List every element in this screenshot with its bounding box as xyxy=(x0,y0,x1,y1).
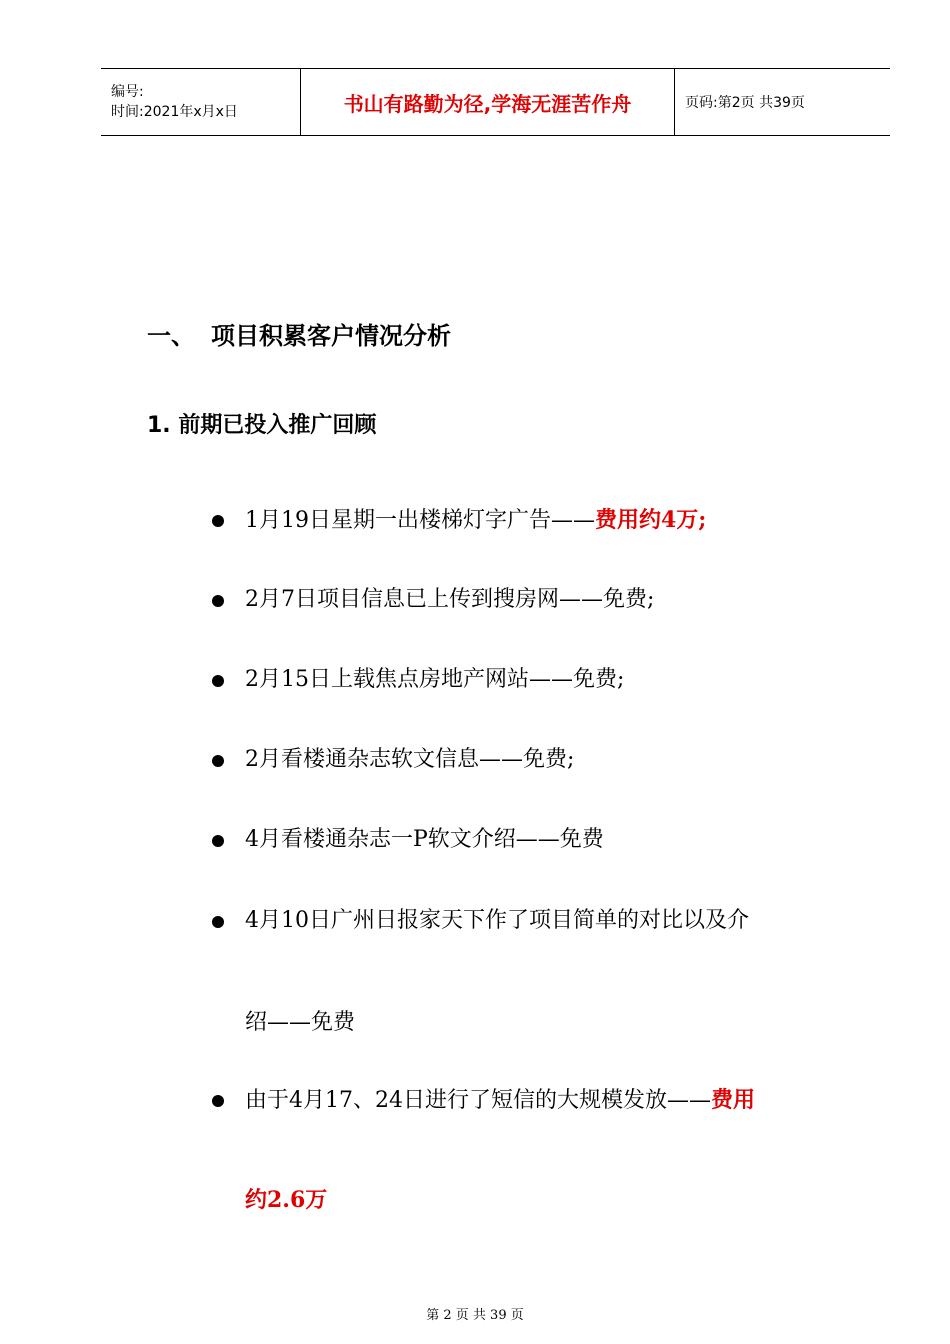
item-text: 2月15日上载焦点房地产网站——免费; xyxy=(245,667,625,692)
bullet-icon xyxy=(212,675,224,687)
section-title-text: 项目积累客户情况分析 xyxy=(211,322,451,350)
header-meta xyxy=(101,69,301,135)
section-number: 一、 xyxy=(147,322,195,350)
bullet-icon xyxy=(212,595,224,607)
header-page-label: 页码:第2页 共39页 xyxy=(685,95,805,111)
item-text: 2月7日项目信息已上传到搜房网——免费; xyxy=(245,587,655,612)
header-number-label: 编号: xyxy=(111,84,144,100)
item-highlight: 费用 xyxy=(711,1087,756,1113)
bullet-icon xyxy=(212,1095,224,1107)
page-footer: 第 2 页 共 39 页 xyxy=(426,1308,524,1323)
item-highlight: 费用约4万; xyxy=(595,507,707,533)
item-text: 由于4月17、24日进行了短信的大规模发放—— xyxy=(245,1088,711,1113)
header-date-label: 时间:2021年x月x日 xyxy=(111,104,238,120)
header-motto: 书山有路勤为径,学海无涯苦作舟 xyxy=(301,69,675,135)
item-text: 2月看楼通杂志软文信息——免费; xyxy=(245,747,575,772)
item-continuation: 绍——免费 xyxy=(245,1010,356,1035)
bullet-icon xyxy=(212,835,224,847)
item-text: 4月10日广州日报家天下作了项目简单的对比以及介 xyxy=(245,908,749,933)
item-continuation-highlight: 约2.6万 xyxy=(245,1187,328,1213)
item-text: 1月19日星期一出楼梯灯字广告—— xyxy=(245,508,595,533)
page-header xyxy=(101,68,890,136)
subsection-title: 1. 前期已投入推广回顾 xyxy=(147,413,377,438)
bullet-icon xyxy=(212,515,224,527)
item-text: 4月看楼通杂志一P软文介绍——免费 xyxy=(245,827,604,852)
bullet-icon xyxy=(212,916,224,928)
section-title xyxy=(147,316,451,351)
bullet-icon xyxy=(212,755,224,767)
